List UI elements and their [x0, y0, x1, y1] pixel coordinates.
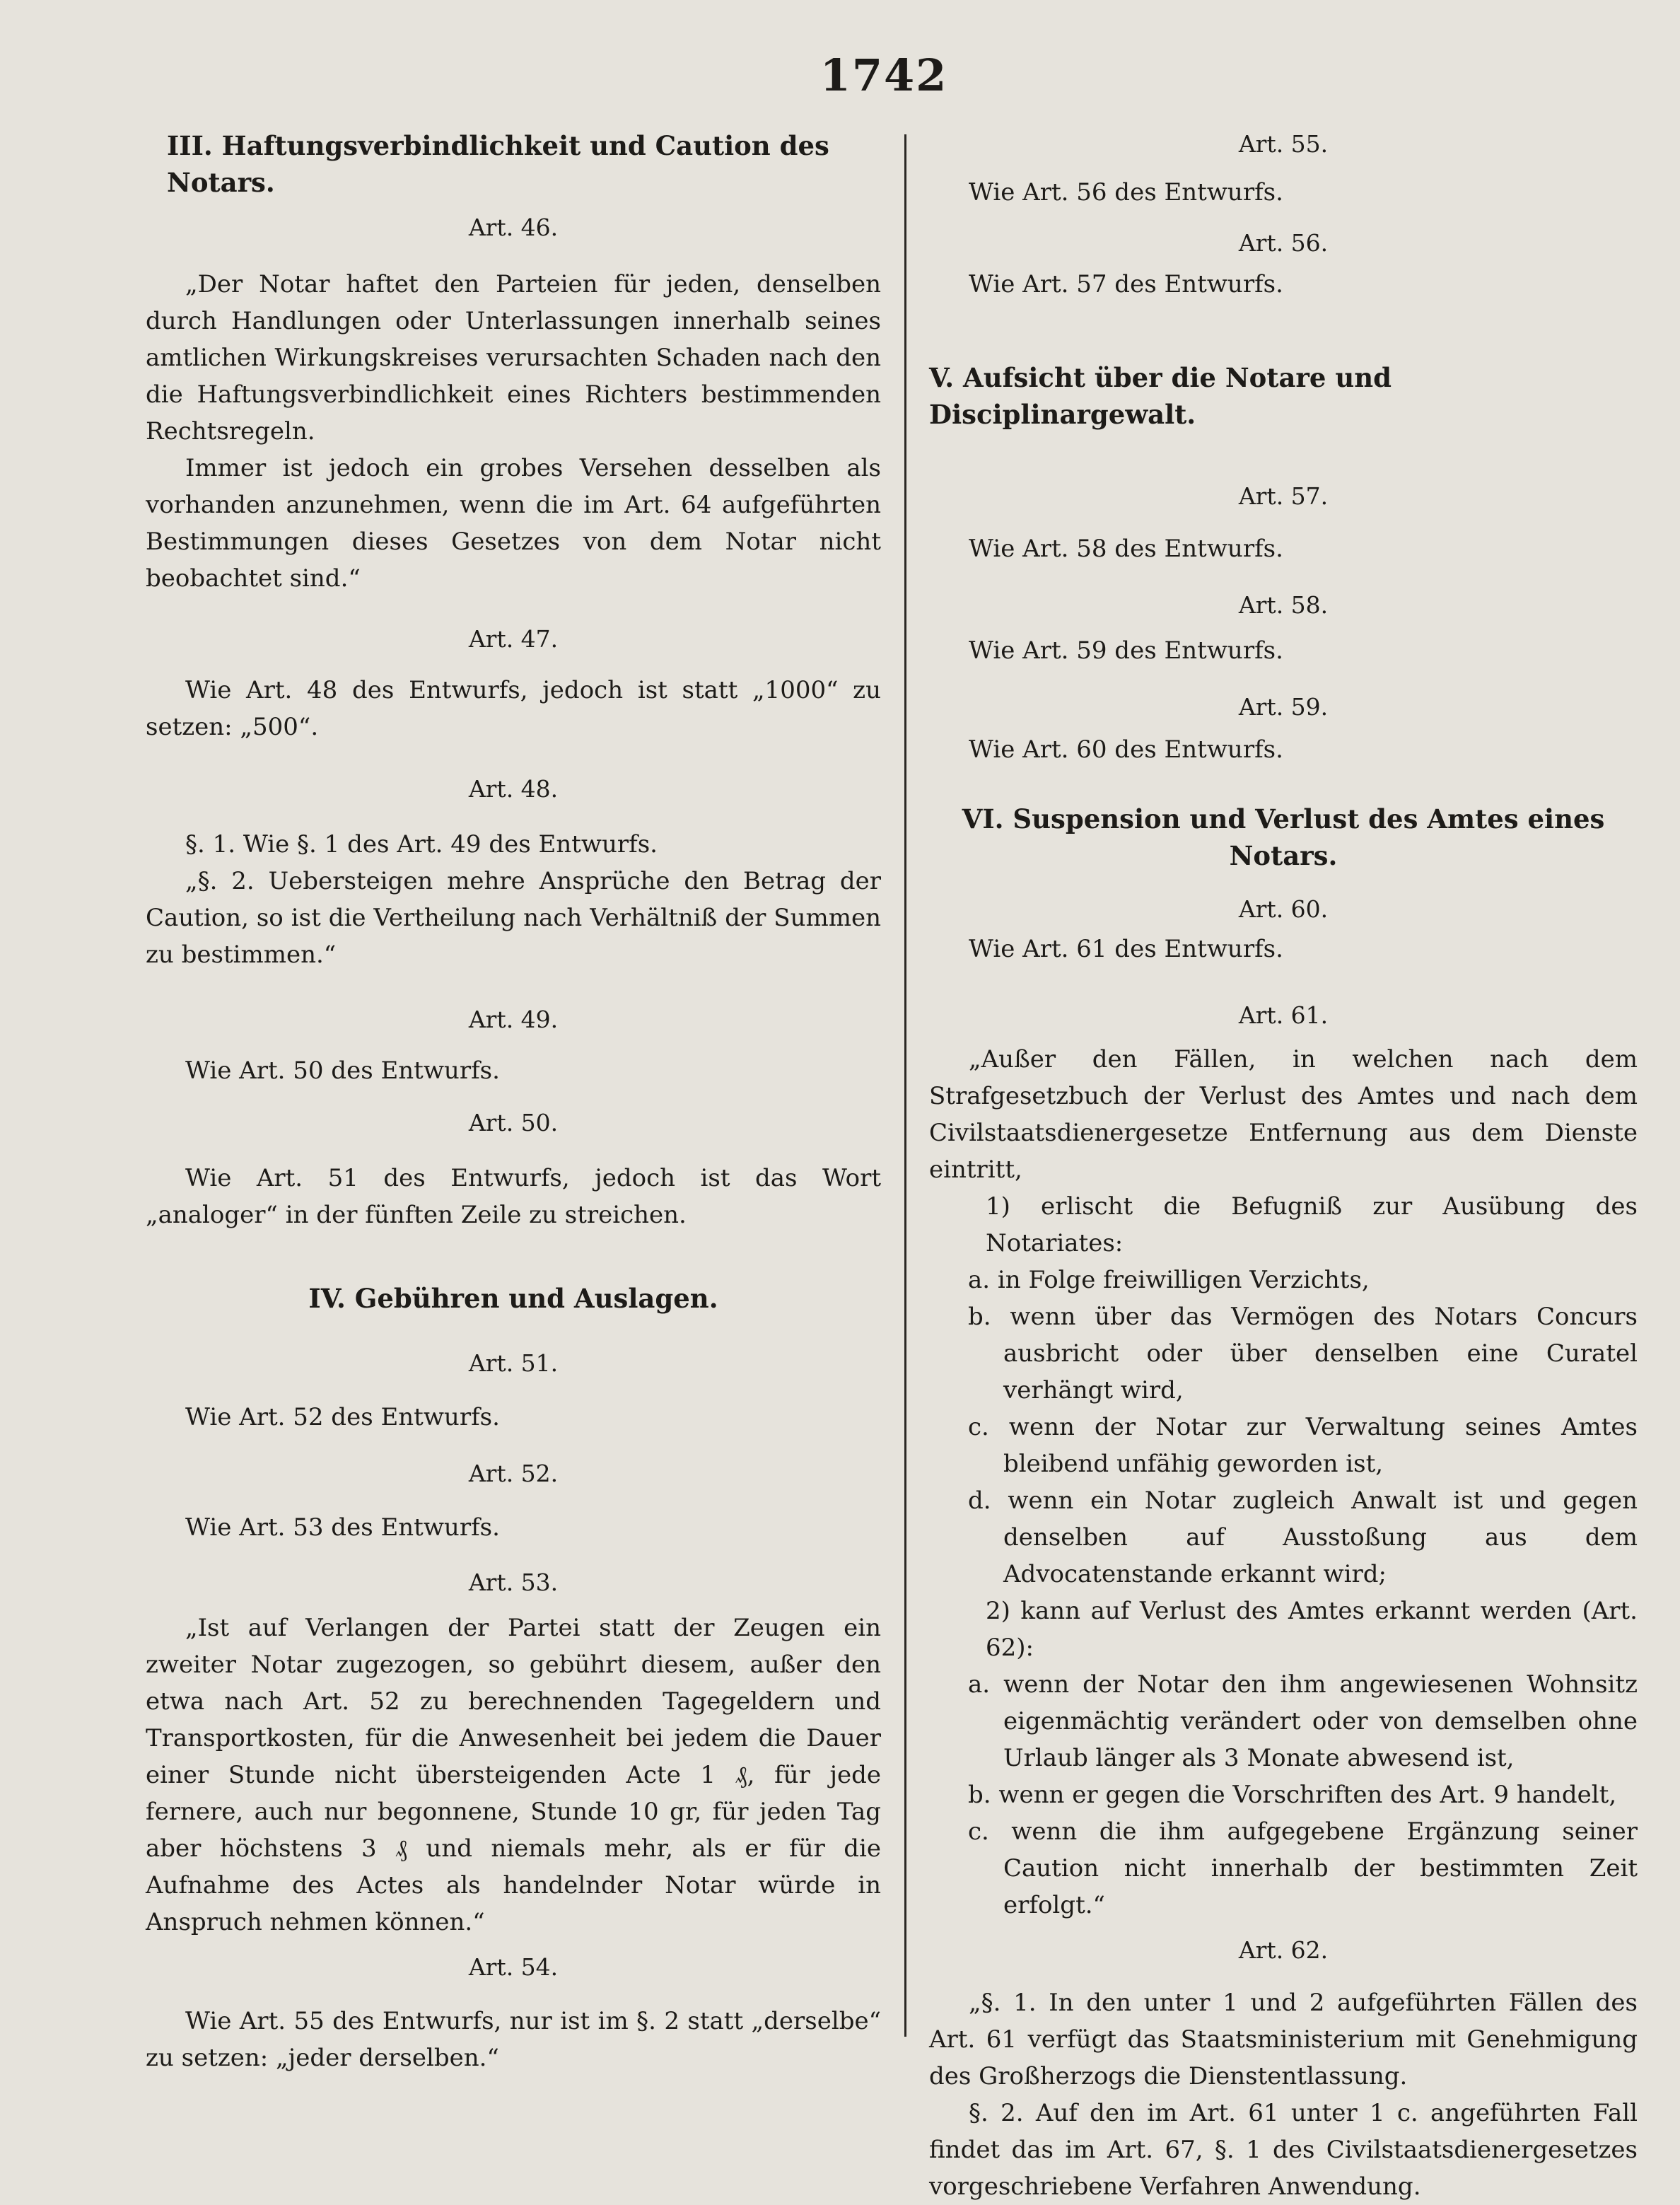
article-text: Wie Art. 56 des Entwurfs. — [969, 178, 1283, 206]
article-text: Wie Art. 58 des Entwurfs. — [969, 535, 1283, 563]
column-divider — [904, 134, 906, 2037]
article-text: Wie Art. 57 des Entwurfs. — [969, 270, 1283, 298]
article-heading: Art. 56. — [1238, 229, 1329, 257]
article-heading: Art. 48. — [468, 775, 559, 803]
article-text: Immer ist jedoch ein grobes Versehen desselben als vorhanden anzunehmen, wenn die im Art. 64 aufgeführten Bestimmungen dieses Gesetzes von dem Notar nicht beobachtet sind.“ — [146, 454, 881, 593]
article-heading: Art. 50. — [468, 1109, 559, 1136]
article-heading: Art. 51. — [468, 1349, 559, 1377]
left-column — [146, 127, 881, 2076]
article-heading: Art. 54. — [468, 1953, 559, 1981]
article-text: §. 1. Wie §. 1 des Art. 49 des Entwurfs. — [185, 830, 658, 859]
article-heading: Art. 52. — [468, 1460, 559, 1487]
right-column — [929, 127, 1638, 2205]
list-item: c. wenn die ihm aufgegebene Ergänzung seiner Caution nicht innerhalb der bestimmten Zeit erfolgt.“ — [968, 1817, 1638, 1919]
article-heading: Art. 61. — [1238, 1001, 1329, 1029]
list-item: b. wenn er gegen die Vorschriften des Art. 9 handelt, — [968, 1781, 1617, 1809]
article-text: Wie Art. 48 des Entwurfs, jedoch ist statt „1000“ zu setzen: „500“. — [146, 676, 881, 741]
list-item: a. in Folge freiwilligen Verzichts, — [968, 1266, 1370, 1294]
list-item: d. wenn ein Notar zugleich Anwalt ist und gegen denselben auf Ausstoßung aus dem Advocatenstande erkannt wird; — [968, 1487, 1638, 1588]
page-number: 1742 — [819, 50, 948, 101]
article-heading: Art. 53. — [468, 1569, 559, 1596]
article-heading: Art. 49. — [468, 1006, 559, 1033]
article-text: Wie Art. 61 des Entwurfs. — [969, 935, 1283, 963]
article-heading: Art. 59. — [1238, 693, 1329, 721]
list-item: a. wenn der Notar den ihm angewiesenen Wohnsitz eigenmächtig verändert oder von demselben ohne Urlaub länger als 3 Monate abwesend ist, — [968, 1670, 1638, 1772]
article-text: „Ist auf Verlangen der Partei statt der Zeugen ein zweiter Notar zugezogen, so gebührt diesem, außer den etwa nach Art. 52 zu berechnenden Tagegeldern und Transportkosten, für die Anwesenheit bei jedem die Dauer einer Stunde nicht übersteigenden Acte 1 ₰, für jede fernere, auch nur begonnene, Stunde 10 gr, für jeden Tag aber höchstens 3 ₰ und niemals mehr, als er für die Aufnahme des Actes als handelnder Notar würde in Anspruch nehmen können.“ — [146, 1614, 881, 1936]
list-item: 1) erlischt die Befugniß zur Ausübung des Notariates: — [986, 1192, 1638, 1257]
article-heading: Art. 60. — [1238, 895, 1329, 923]
article-heading: Art. 62. — [1238, 1936, 1329, 1964]
section-heading: III. Haftungsverbindlichkeit und Caution des Notars. — [167, 130, 829, 198]
article-text: Wie Art. 53 des Entwurfs. — [185, 1513, 500, 1542]
article-text: Wie Art. 60 des Entwurfs. — [969, 735, 1283, 764]
article-text: „§. 1. In den unter 1 und 2 aufgeführten Fällen des Art. 61 verfügt das Staatsministerium mit Genehmigung des Großherzogs die Dienstentlassung. — [929, 1989, 1638, 2090]
article-text: „Der Notar haftet den Parteien für jeden, denselben durch Handlungen oder Unterlassungen innerhalb seines amtlichen Wirkungskreises verursachten Schaden nach den die Haftungsverbindlichkeit eines Richters bestimmenden Rechtsregeln. — [146, 270, 881, 446]
article-text: Wie Art. 50 des Entwurfs. — [185, 1057, 500, 1085]
list-item: 2) kann auf Verlust des Amtes erkannt werden (Art. 62): — [986, 1597, 1638, 1662]
article-heading: Art. 46. — [468, 214, 559, 241]
article-heading: Art. 55. — [1238, 130, 1329, 158]
article-heading: Art. 47. — [468, 625, 559, 653]
section-heading: VI. Suspension und Verlust des Amtes eines Notars. — [962, 803, 1605, 871]
article-text: §. 2. Auf den im Art. 61 unter 1 c. angeführten Fall findet das im Art. 67, §. 1 des Civilstaatsdienergesetzes vorgeschriebene Verfahren Anwendung. — [929, 2099, 1638, 2201]
section-heading: V. Aufsicht über die Notare und Disciplinargewalt. — [929, 362, 1392, 430]
article-text: „§. 2. Uebersteigen mehre Ansprüche den Betrag der Caution, so ist die Vertheilung nach Verhältniß der Summen zu bestimmen.“ — [146, 867, 881, 969]
article-text: „Außer den Fällen, in welchen nach dem Strafgesetzbuch der Verlust des Amtes und nach dem Civilstaatsdienergesetze Entfernung aus dem Dienste eintritt, — [929, 1045, 1638, 1184]
article-heading: Art. 57. — [1238, 482, 1329, 510]
list-item: b. wenn über das Vermögen des Notars Concurs ausbricht oder über denselben eine Curatel verhängt wird, — [968, 1303, 1638, 1404]
article-text: Wie Art. 59 des Entwurfs. — [969, 636, 1283, 665]
article-text: Wie Art. 52 des Entwurfs. — [185, 1403, 500, 1431]
section-heading: IV. Gebühren und Auslagen. — [308, 1283, 718, 1314]
article-text: Wie Art. 51 des Entwurfs, jedoch ist das Wort „analoger“ in der fünften Zeile zu streichen. — [146, 1164, 881, 1229]
list-item: c. wenn der Notar zur Verwaltung seines Amtes bleibend unfähig geworden ist, — [968, 1413, 1638, 1478]
article-heading: Art. 58. — [1238, 591, 1329, 619]
article-text: Wie Art. 55 des Entwurfs, nur ist im §. 2 statt „derselbe“ zu setzen: „jeder derselben.“ — [146, 2007, 881, 2072]
